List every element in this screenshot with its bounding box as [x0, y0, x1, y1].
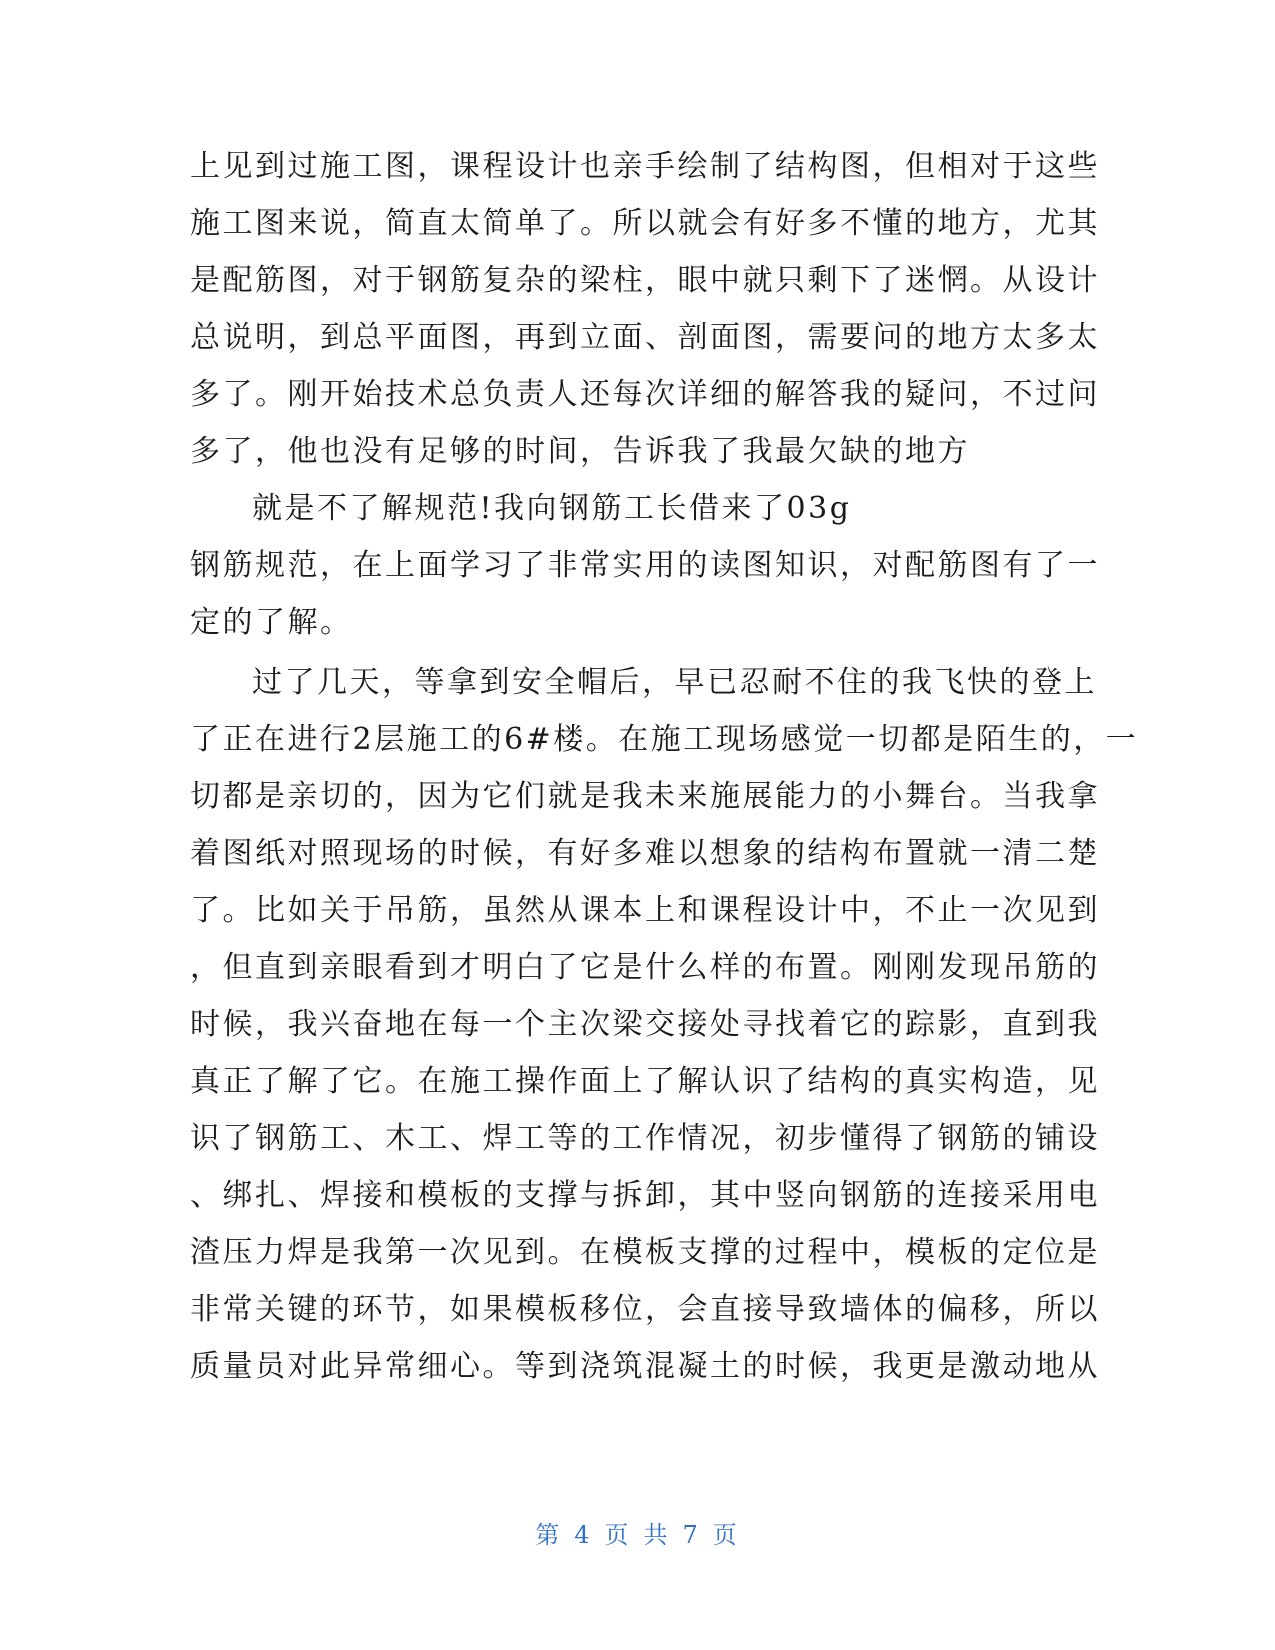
paragraph-first-line: 就是不了解规范!我向钢筋工长借来了03g — [252, 491, 852, 526]
body-line: 非常关键的环节，如果模板移位，会直接导致墙体的偏移，所以 — [190, 1292, 1100, 1327]
body-line: 时候，我兴奋地在每一个主次梁交接处寻找着它的踪影，直到我 — [190, 1007, 1100, 1042]
body-line: 上见到过施工图，课程设计也亲手绘制了结构图，但相对于这些 — [190, 149, 1100, 184]
paragraph-first-line: 过了几天，等拿到安全帽后，早已忍耐不住的我飞快的登上 — [252, 665, 1097, 700]
page-unit: 页 — [604, 1521, 632, 1549]
body-line: 总说明，到总平面图，再到立面、剖面图，需要问的地方太多太 — [190, 320, 1100, 355]
page-number: 4 — [574, 1521, 593, 1549]
body-line: 定的了解。 — [190, 605, 353, 640]
body-line: 真正了解了它。在施工操作面上了解认识了结构的真实构造，见 — [190, 1064, 1100, 1099]
page-label: 第 — [535, 1521, 563, 1549]
total-label: 共 — [643, 1521, 671, 1549]
body-line: 着图纸对照现场的时候，有好多难以想象的结构布置就一清二楚 — [190, 836, 1100, 871]
body-line: 渣压力焊是我第一次见到。在模板支撑的过程中，模板的定位是 — [190, 1235, 1100, 1270]
page-footer — [0, 1520, 1275, 1550]
total-unit: 页 — [712, 1521, 740, 1549]
body-line: ，但直到亲眼看到才明白了它是什么样的布置。刚刚发现吊筋的 — [190, 950, 1100, 985]
total-pages: 7 — [682, 1521, 701, 1549]
body-line: 、绑扎、焊接和模板的支撑与拆卸，其中竖向钢筋的连接采用电 — [190, 1178, 1100, 1213]
body-line: 了。比如关于吊筋，虽然从课本上和课程设计中，不止一次见到 — [190, 893, 1100, 928]
body-line: 了正在进行2层施工的6#楼。在施工现场感觉一切都是陌生的，一 — [190, 722, 1139, 757]
body-line: 多了。刚开始技术总负责人还每次详细的解答我的疑问，不过问 — [190, 377, 1100, 412]
body-line: 切都是亲切的，因为它们就是我未来施展能力的小舞台。当我拿 — [190, 779, 1100, 814]
body-line: 是配筋图，对于钢筋复杂的梁柱，眼中就只剩下了迷惘。从设计 — [190, 263, 1100, 298]
body-line: 钢筋规范，在上面学习了非常实用的读图知识，对配筋图有了一 — [190, 548, 1100, 583]
body-line: 识了钢筋工、木工、焊工等的工作情况，初步懂得了钢筋的铺设 — [190, 1121, 1100, 1156]
body-line: 质量员对此异常细心。等到浇筑混凝土的时候，我更是激动地从 — [190, 1349, 1100, 1384]
body-line: 多了，他也没有足够的时间，告诉我了我最欠缺的地方 — [190, 434, 970, 469]
body-line: 施工图来说，简直太简单了。所以就会有好多不懂的地方，尤其 — [190, 206, 1100, 241]
